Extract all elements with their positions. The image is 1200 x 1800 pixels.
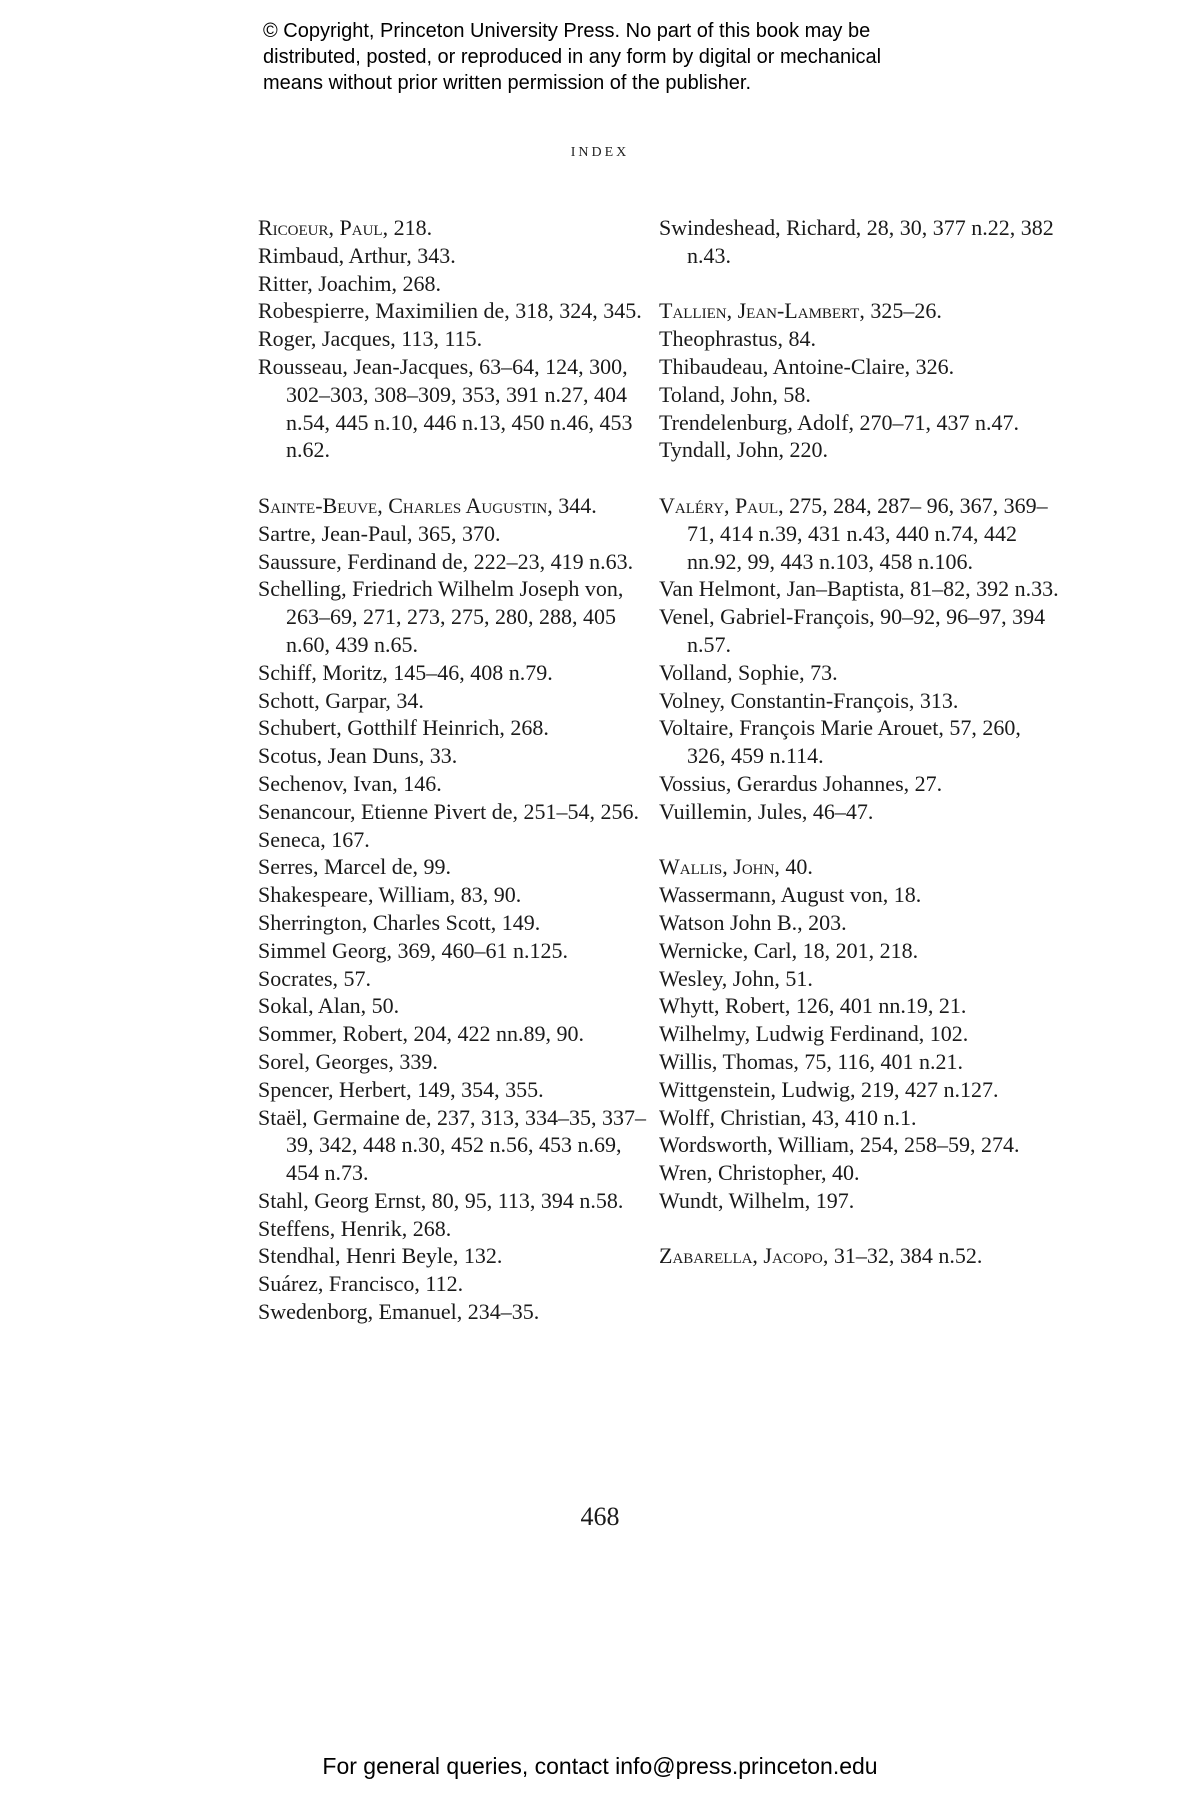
index-entry <box>659 992 1059 1020</box>
index-entry <box>258 242 658 270</box>
copyright-line-3: means without prior written permission of the publisher. <box>263 72 752 94</box>
index-entry-text: Simmel Georg, 369, 460–61 n.125. <box>258 937 569 963</box>
index-entry-heading: Tallien, Jean-Lambert <box>659 298 860 324</box>
index-entry <box>659 965 1059 993</box>
index-entry-text: Roger, Jacques, 113, 115. <box>258 326 483 352</box>
index-entry <box>258 1187 658 1215</box>
index-entry-text: Staël, Germaine de, 237, 313, 334–35, 337–39, 342, 448 n.30, 452 n.56, 453 n.69, 454 n.73. <box>258 1104 646 1186</box>
index-entry-text: , 325–26. <box>859 298 942 324</box>
index-entry-text: Schubert, Gotthilf Heinrich, 268. <box>258 715 549 741</box>
index-entry <box>258 853 658 881</box>
index-entry <box>659 1159 1059 1187</box>
index-entry-text: Sartre, Jean-Paul, 365, 370. <box>258 520 501 546</box>
index-entry <box>258 1215 658 1243</box>
index-entry-text: Scotus, Jean Duns, 33. <box>258 743 458 769</box>
index-entry-text: Sommer, Robert, 204, 422 nn.89, 90. <box>258 1021 585 1047</box>
page-number: 468 <box>580 1502 620 1531</box>
index-entry <box>659 297 1059 325</box>
index-entry-text: Sechenov, Ivan, 146. <box>258 770 442 796</box>
index-entry <box>659 1187 1059 1215</box>
index-entry <box>659 909 1059 937</box>
index-entry <box>258 992 658 1020</box>
index-entry-text: Schott, Garpar, 34. <box>258 687 424 713</box>
index-entry-text: Wesley, John, 51. <box>659 965 813 991</box>
index-entry-text: Wundt, Wilhelm, 197. <box>659 1187 855 1213</box>
index-entry-text: , 344. <box>547 492 597 518</box>
index-entry-heading: Zabarella, Jacopo <box>659 1243 823 1269</box>
index-entry-heading: Wallis, John <box>659 854 775 880</box>
index-entry-text: Venel, Gabriel-François, 90–92, 96–97, 394 n.57. <box>659 604 1046 657</box>
index-entry <box>258 937 658 965</box>
index-entry <box>258 214 658 242</box>
index-entry-text: , 275, 284, 287– 96, 367, 369–71, 414 n.39, 431 n.43, 440 n.74, 442 nn.92, 99, 443 n.103, 458 n.106. <box>687 492 1048 574</box>
index-entry-text: Socrates, 57. <box>258 965 372 991</box>
index-entry <box>659 881 1059 909</box>
index-entry <box>258 965 658 993</box>
index-entry-text: Wernicke, Carl, 18, 201, 218. <box>659 937 919 963</box>
index-entry <box>258 826 658 854</box>
index-entry <box>258 270 658 298</box>
index-entry-text: Wolff, Christian, 43, 410 n.1. <box>659 1104 917 1130</box>
index-entry <box>258 1242 658 1270</box>
index-entry <box>659 1076 1059 1104</box>
index-entry-text: Schiff, Moritz, 145–46, 408 n.79. <box>258 659 553 685</box>
index-entry-text: Shakespeare, William, 83, 90. <box>258 882 522 908</box>
index-entry-text: Wittgenstein, Ludwig, 219, 427 n.127. <box>659 1076 999 1102</box>
index-entry <box>258 1076 658 1104</box>
index-entry <box>258 1048 658 1076</box>
index-entry-text: Watson John B., 203. <box>659 909 847 935</box>
index-entry-text: Spencer, Herbert, 149, 354, 355. <box>258 1076 544 1102</box>
index-entry <box>258 548 658 576</box>
index-entry <box>659 770 1059 798</box>
index-entry-text: Seneca, 167. <box>258 826 370 852</box>
index-entry <box>258 1020 658 1048</box>
running-head: INDEX <box>570 145 630 160</box>
index-entry <box>258 297 658 325</box>
index-entry-text: Senancour, Etienne Pivert de, 251–54, 256. <box>258 798 639 824</box>
index-entry-text: Willis, Thomas, 75, 116, 401 n.21. <box>659 1048 964 1074</box>
index-entry <box>659 1242 1059 1270</box>
index-entry-heading: Ricoeur, Paul <box>258 215 383 240</box>
index-entry-text: , 218. <box>382 215 433 240</box>
index-entry <box>258 687 658 715</box>
index-entry-text: Serres, Marcel de, 99. <box>258 854 452 880</box>
index-entry-text: Vuillemin, Jules, 46–47. <box>659 798 874 824</box>
index-entry-text: Suárez, Francisco, 112. <box>258 1271 464 1297</box>
index-entry-text: Vossius, Gerardus Johannes, 27. <box>659 770 943 796</box>
footer-contact: For general queries, contact info@press.princeton.edu <box>322 1753 878 1779</box>
index-entry-text: Steffens, Henrik, 268. <box>258 1215 452 1241</box>
index-entry <box>659 853 1059 881</box>
index-entry <box>659 492 1059 575</box>
index-entry <box>258 520 658 548</box>
index-entry-text: Swedenborg, Emanuel, 234–35. <box>258 1299 540 1325</box>
index-entry-text: Stendhal, Henri Beyle, 132. <box>258 1243 503 1269</box>
index-entry-text: Swindeshead, Richard, 28, 30, 377 n.22, 382 n.43. <box>659 215 1054 268</box>
index-entry-text: Saussure, Ferdinand de, 222–23, 419 n.63. <box>258 548 634 574</box>
index-entry-text: Sorel, Georges, 339. <box>258 1048 438 1074</box>
index-entry-text: Rousseau, Jean-Jacques, 63–64, 124, 300, 302–303, 308–309, 353, 391 n.27, 404 n.54, 445 n.10, 446 n.13, 450 n.46, 453 n.62. <box>258 353 633 463</box>
index-entry-text: Thibaudeau, Antoine-Claire, 326. <box>659 353 955 379</box>
index-entry <box>258 798 658 826</box>
index-entry <box>659 937 1059 965</box>
index-entry <box>659 1131 1059 1159</box>
index-entry <box>659 214 1059 270</box>
index-entry <box>258 492 658 520</box>
index-entry-text: Sokal, Alan, 50. <box>258 993 400 1019</box>
index-entry <box>659 325 1059 353</box>
index-entry <box>258 659 658 687</box>
index-entry <box>659 1104 1059 1132</box>
index-entry-text: Van Helmont, Jan–Baptista, 81–82, 392 n.33. <box>659 576 1059 602</box>
index-entry-text: , 31–32, 384 n.52. <box>822 1243 983 1269</box>
index-entry <box>258 881 658 909</box>
index-entry <box>659 659 1059 687</box>
index-entry-text: Tyndall, John, 220. <box>659 437 828 463</box>
index-entry-text: Schelling, Friedrich Wilhelm Joseph von, 263–69, 271, 273, 275, 280, 288, 405 n.60, 439 n.65. <box>258 576 624 657</box>
index-entry-text: Toland, John, 58. <box>659 381 811 407</box>
index-entry <box>258 353 658 464</box>
index-entry <box>659 353 1059 381</box>
index-entry <box>659 714 1059 770</box>
copyright-notice <box>263 18 1023 96</box>
copyright-line-2: distributed, posted, or reproduced in any form by digital or mechanical <box>263 46 882 68</box>
index-entry <box>258 1104 658 1187</box>
index-entry-text: Voltaire, François Marie Arouet, 57, 260, 326, 459 n.114. <box>659 715 1021 769</box>
index-entry <box>258 742 658 770</box>
index-entry-text: Stahl, Georg Ernst, 80, 95, 113, 394 n.58. <box>258 1187 624 1213</box>
index-column-right <box>659 214 1059 1270</box>
index-entry <box>659 409 1059 437</box>
index-entry-text: Volland, Sophie, 73. <box>659 659 838 685</box>
index-entry-heading: Valéry, Paul <box>659 492 779 518</box>
index-entry-text: Trendelenburg, Adolf, 270–71, 437 n.47. <box>659 409 1019 435</box>
index-entry-text: Volney, Constantin-François, 313. <box>659 687 959 713</box>
index-entry <box>659 1020 1059 1048</box>
index-entry <box>258 1270 658 1298</box>
index-entry-heading: Sainte-Beuve, Charles Augustin <box>258 492 548 518</box>
index-entry-text: Wassermann, August von, 18. <box>659 882 922 908</box>
index-entry <box>659 603 1059 659</box>
index-entry <box>659 575 1059 603</box>
index-entry-text: Ritter, Joachim, 268. <box>258 270 442 296</box>
index-entry-text: Theophrastus, 84. <box>659 326 817 352</box>
index-entry <box>659 687 1059 715</box>
index-entry <box>258 325 658 353</box>
index-entry <box>258 909 658 937</box>
index-entry-text: Sherrington, Charles Scott, 149. <box>258 909 541 935</box>
index-entry-text: Wordsworth, William, 254, 258–59, 274. <box>659 1132 1020 1158</box>
index-entry <box>659 436 1059 464</box>
index-entry <box>258 714 658 742</box>
index-entry <box>659 798 1059 826</box>
index-entry-text: Robespierre, Maximilien de, 318, 324, 345. <box>258 298 642 324</box>
index-entry-text: Rimbaud, Arthur, 343. <box>258 242 456 268</box>
copyright-line-1: © Copyright, Princeton University Press. No part of this book may be <box>263 20 871 42</box>
index-entry-text: , 40. <box>774 854 813 880</box>
index-entry <box>659 381 1059 409</box>
index-entry <box>659 1048 1059 1076</box>
index-column-left <box>258 214 658 1326</box>
index-entry <box>258 1298 658 1326</box>
index-entry <box>258 770 658 798</box>
index-entry-text: Wilhelmy, Ludwig Ferdinand, 102. <box>659 1021 969 1047</box>
index-entry-text: Wren, Christopher, 40. <box>659 1160 860 1186</box>
index-entry-text: Whytt, Robert, 126, 401 nn.19, 21. <box>659 993 967 1019</box>
index-entry <box>258 575 658 658</box>
